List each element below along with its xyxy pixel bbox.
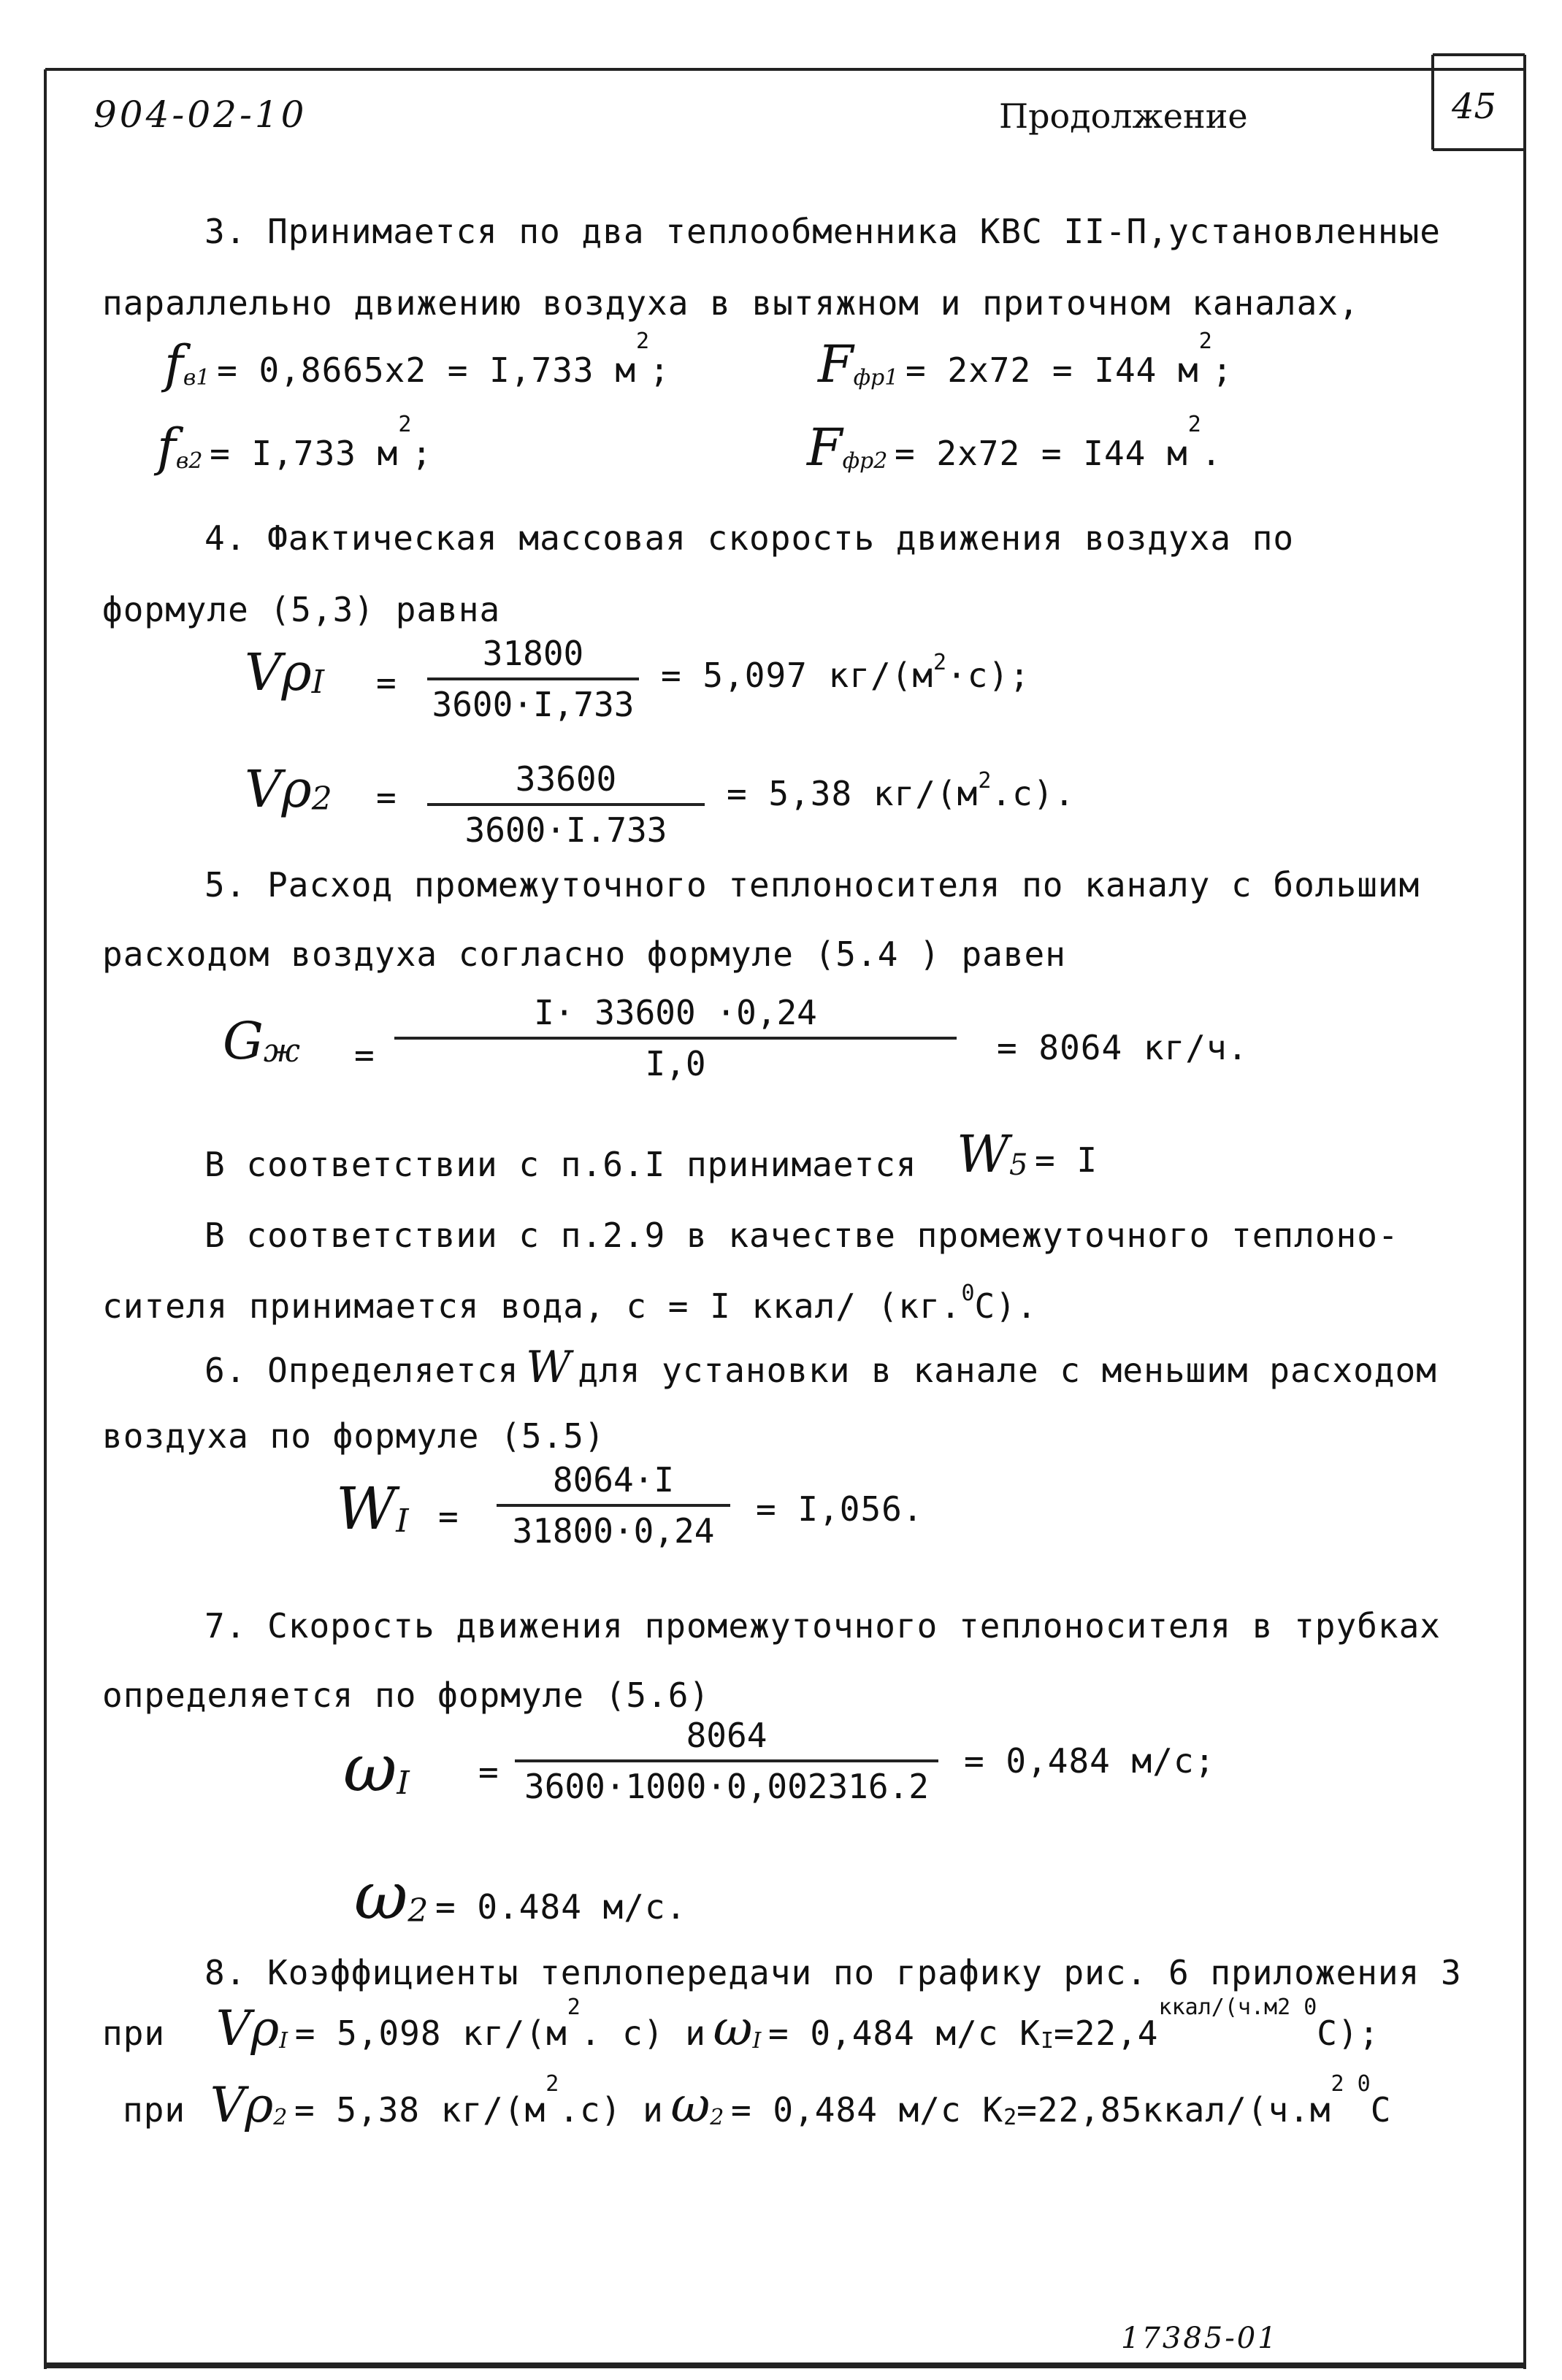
r2-omega-value: = 0,484 м/с К: [731, 2090, 1004, 2130]
omega-symbol: ω: [343, 1730, 397, 1807]
p5-line5-text: сителя принимается вода, с = I ккал/ (кг.: [102, 1286, 962, 1326]
f-symbol: f: [164, 334, 183, 394]
p5-line5-end: С).: [974, 1286, 1038, 1326]
p8-row2: [123, 2071, 1392, 2133]
w1-result: = I,056.: [756, 1489, 924, 1529]
p8-row1: [102, 1995, 1380, 2057]
document-code: 904-02-10: [93, 93, 307, 136]
f1-end: ;: [649, 350, 670, 390]
F1-expression: = 2x72 = I44 м: [906, 350, 1199, 390]
p5-line4: В соответствии с п.2.9 в качестве промежуточного теплоно-: [204, 1216, 1399, 1255]
F-symbol: F: [807, 418, 843, 477]
vp-symbol: Vρ: [215, 2000, 280, 2057]
f-subscript: в2: [175, 448, 203, 475]
f2-exponent: 2: [398, 412, 412, 437]
p5-line1: 5. Расход промежуточного теплоносителя по каналу с большим: [204, 865, 1420, 905]
vp-symbol: Vρ: [245, 759, 312, 819]
p5-line5: [102, 1281, 1038, 1326]
vp-symbol: Vρ: [210, 2077, 274, 2133]
footer-code: 17385-01: [1121, 2322, 1279, 2355]
F2-end: .: [1201, 434, 1222, 473]
F2-exponent: 2: [1187, 412, 1201, 437]
vp1-result-end: ·с);: [946, 656, 1030, 695]
r1-K-unit-exp: 2 0: [1277, 1995, 1317, 2020]
F-subscript: фр2: [842, 448, 888, 475]
omega-subscript: 2: [407, 1892, 429, 1930]
r2-K-end: С: [1370, 2090, 1392, 2130]
formula-f-b2: [157, 412, 433, 477]
gzh-result: = 8064 кг/ч.: [997, 1028, 1249, 1067]
pri-label: при: [102, 2014, 166, 2053]
f1-exponent: 2: [636, 329, 650, 354]
formula-w5: [957, 1124, 1098, 1184]
omega2-result: = 0.484 м/с.: [435, 1887, 687, 1927]
formula-vp1: [245, 642, 324, 702]
formula-omega1: [343, 1730, 410, 1807]
r1-vp-value: = 5,098 кг/(м: [294, 2014, 567, 2053]
W-subscript: I: [396, 1502, 409, 1540]
w1-eq: =: [438, 1497, 459, 1536]
f-symbol: f: [157, 418, 176, 477]
W-symbol: W: [526, 1342, 571, 1393]
p3-line1: 3. Принимается по два теплообменника КВС II-П,установленные: [204, 212, 1441, 251]
w5-result: = I: [1035, 1140, 1098, 1180]
vp2-eq: =: [376, 778, 397, 817]
gzh-eq: =: [354, 1035, 375, 1075]
K-subscript: I: [1040, 2028, 1054, 2054]
vp-symbol: Vρ: [245, 642, 312, 702]
vp2-result-text: = 5,38 кг/(м: [727, 774, 979, 813]
omega-subscript: I: [397, 1765, 410, 1803]
fraction-bar: [515, 1759, 938, 1762]
vp2-result: [727, 768, 1076, 813]
p3-line2: параллельно движению воздуха в вытяжном и приточном каналах,: [102, 283, 1360, 323]
r1-K-end: С);: [1317, 2014, 1380, 2053]
W-subscript: 5: [1008, 1148, 1028, 1183]
f-subscript: в1: [183, 365, 210, 391]
fraction-bar: [427, 677, 639, 680]
r1-unit-end: . с) и: [580, 2014, 706, 2053]
vp1-result: [661, 650, 1030, 695]
r1-omega-value: = 0,484 м/с К: [767, 2014, 1041, 2053]
omega1-eq: =: [478, 1752, 499, 1792]
omega1-fraction: [515, 1716, 938, 1806]
formula-gzh: [223, 1011, 300, 1071]
gzh-numerator: I· 33600 ·0,24: [534, 993, 817, 1032]
r2-unit-end: .с) и: [559, 2090, 664, 2130]
fraction-bar: [394, 1037, 957, 1040]
omega-subscript: I: [752, 2028, 762, 2054]
r1-exponent: 2: [567, 1995, 581, 2020]
w1-numerator: 8064·I: [552, 1460, 675, 1500]
formula-f-b1: [164, 329, 670, 394]
F-symbol: F: [818, 334, 854, 394]
f2-end: ;: [411, 434, 433, 473]
omega-symbol: ω: [354, 1858, 408, 1935]
formula-w1: [336, 1475, 409, 1543]
G-symbol: G: [223, 1011, 264, 1071]
p7-line1: 7. Скорость движения промежуточного теплоносителя в трубках: [204, 1606, 1441, 1646]
vp-subscript: I: [279, 2028, 288, 2054]
K-subscript: 2: [1003, 2105, 1017, 2131]
p6-line1-end: для установки в канале с меньшим расходом: [578, 1351, 1437, 1390]
vp2-denominator: 3600·I.733: [464, 810, 667, 850]
p5-line2: расходом воздуха согласно формуле (5.4 ) равен: [102, 934, 1066, 974]
pri-label: при: [123, 2090, 186, 2130]
omega-subscript: 2: [710, 2105, 724, 2131]
fraction-bar: [497, 1504, 730, 1507]
formula-vp2: [245, 759, 332, 819]
p8-line1: 8. Коэффициенты теплопередачи по графику рис. 6 приложения 3: [204, 1953, 1462, 1992]
p4-line1: 4. Фактическая массовая скорость движения воздуха по: [204, 518, 1295, 558]
r2-exponent: 2: [545, 2071, 559, 2097]
G-subscript: ж: [263, 1032, 300, 1070]
vp1-result-text: = 5,097 кг/(м: [661, 656, 934, 695]
vp2-result-exponent: 2: [978, 768, 992, 794]
omega1-denominator: 3600·1000·0,002316.2: [524, 1767, 929, 1806]
p6-line2: воздуха по формуле (5.5): [102, 1416, 605, 1456]
p6-line1: [204, 1342, 1437, 1393]
p5-line3: В соответствии с п.6.I принимается: [204, 1145, 917, 1184]
f2-expression: = I,733 м: [210, 434, 399, 473]
vp2-numerator: 33600: [515, 759, 617, 799]
formula-omega2: [354, 1858, 686, 1935]
formula-F-fr1: [818, 329, 1233, 394]
vp1-denominator: 3600·I,733: [432, 685, 635, 724]
r2-K-unit-exp: 2 0: [1331, 2071, 1371, 2097]
r1-K-unit: ккал/(ч.м: [1158, 1995, 1278, 2020]
vp1-numerator: 31800: [482, 634, 584, 673]
fraction-bar: [427, 803, 705, 806]
page-number: 45: [1452, 86, 1497, 127]
omega-symbol: ω: [713, 2000, 753, 2057]
page-title: Продолжение: [999, 96, 1248, 136]
F-subscript: фр1: [853, 365, 899, 391]
F1-exponent: 2: [1198, 329, 1212, 354]
vp1-fraction: [427, 634, 639, 724]
omega1-result: = 0,484 м/с;: [964, 1741, 1216, 1781]
omega-symbol: ω: [670, 2077, 711, 2133]
vp1-result-exponent: 2: [933, 650, 947, 675]
gzh-fraction: [394, 993, 957, 1083]
vp-subscript: I: [311, 664, 325, 702]
omega1-numerator: 8064: [686, 1716, 767, 1755]
vp-subscript: 2: [311, 780, 332, 818]
vp2-fraction: [427, 759, 705, 850]
r1-K-value: =22,4: [1054, 2014, 1159, 2053]
p6-line1-start: 6. Определяется: [204, 1351, 519, 1390]
f1-expression: = 0,8665x2 = I,733 м: [217, 350, 637, 390]
formula-F-fr2: [807, 412, 1222, 477]
w1-denominator: 31800·0,24: [512, 1511, 715, 1551]
p4-line2: формуле (5,3) равна: [102, 590, 501, 629]
w1-fraction: [497, 1460, 730, 1551]
vp1-eq: =: [376, 663, 397, 702]
degree-superscript: 0: [961, 1281, 975, 1306]
vp-subscript: 2: [273, 2105, 288, 2131]
F2-expression: = 2x72 = I44 м: [895, 434, 1188, 473]
F1-end: ;: [1211, 350, 1233, 390]
r2-vp-value: = 5,38 кг/(м: [294, 2090, 546, 2130]
W-symbol: W: [336, 1475, 397, 1543]
r2-K-value: =22,85ккал/(ч.м: [1017, 2090, 1331, 2130]
W-symbol: W: [957, 1124, 1009, 1184]
vp2-result-end: .с).: [991, 774, 1076, 813]
p7-line2: определяется по формуле (5.6): [102, 1675, 711, 1715]
gzh-denominator: I,0: [645, 1044, 706, 1083]
